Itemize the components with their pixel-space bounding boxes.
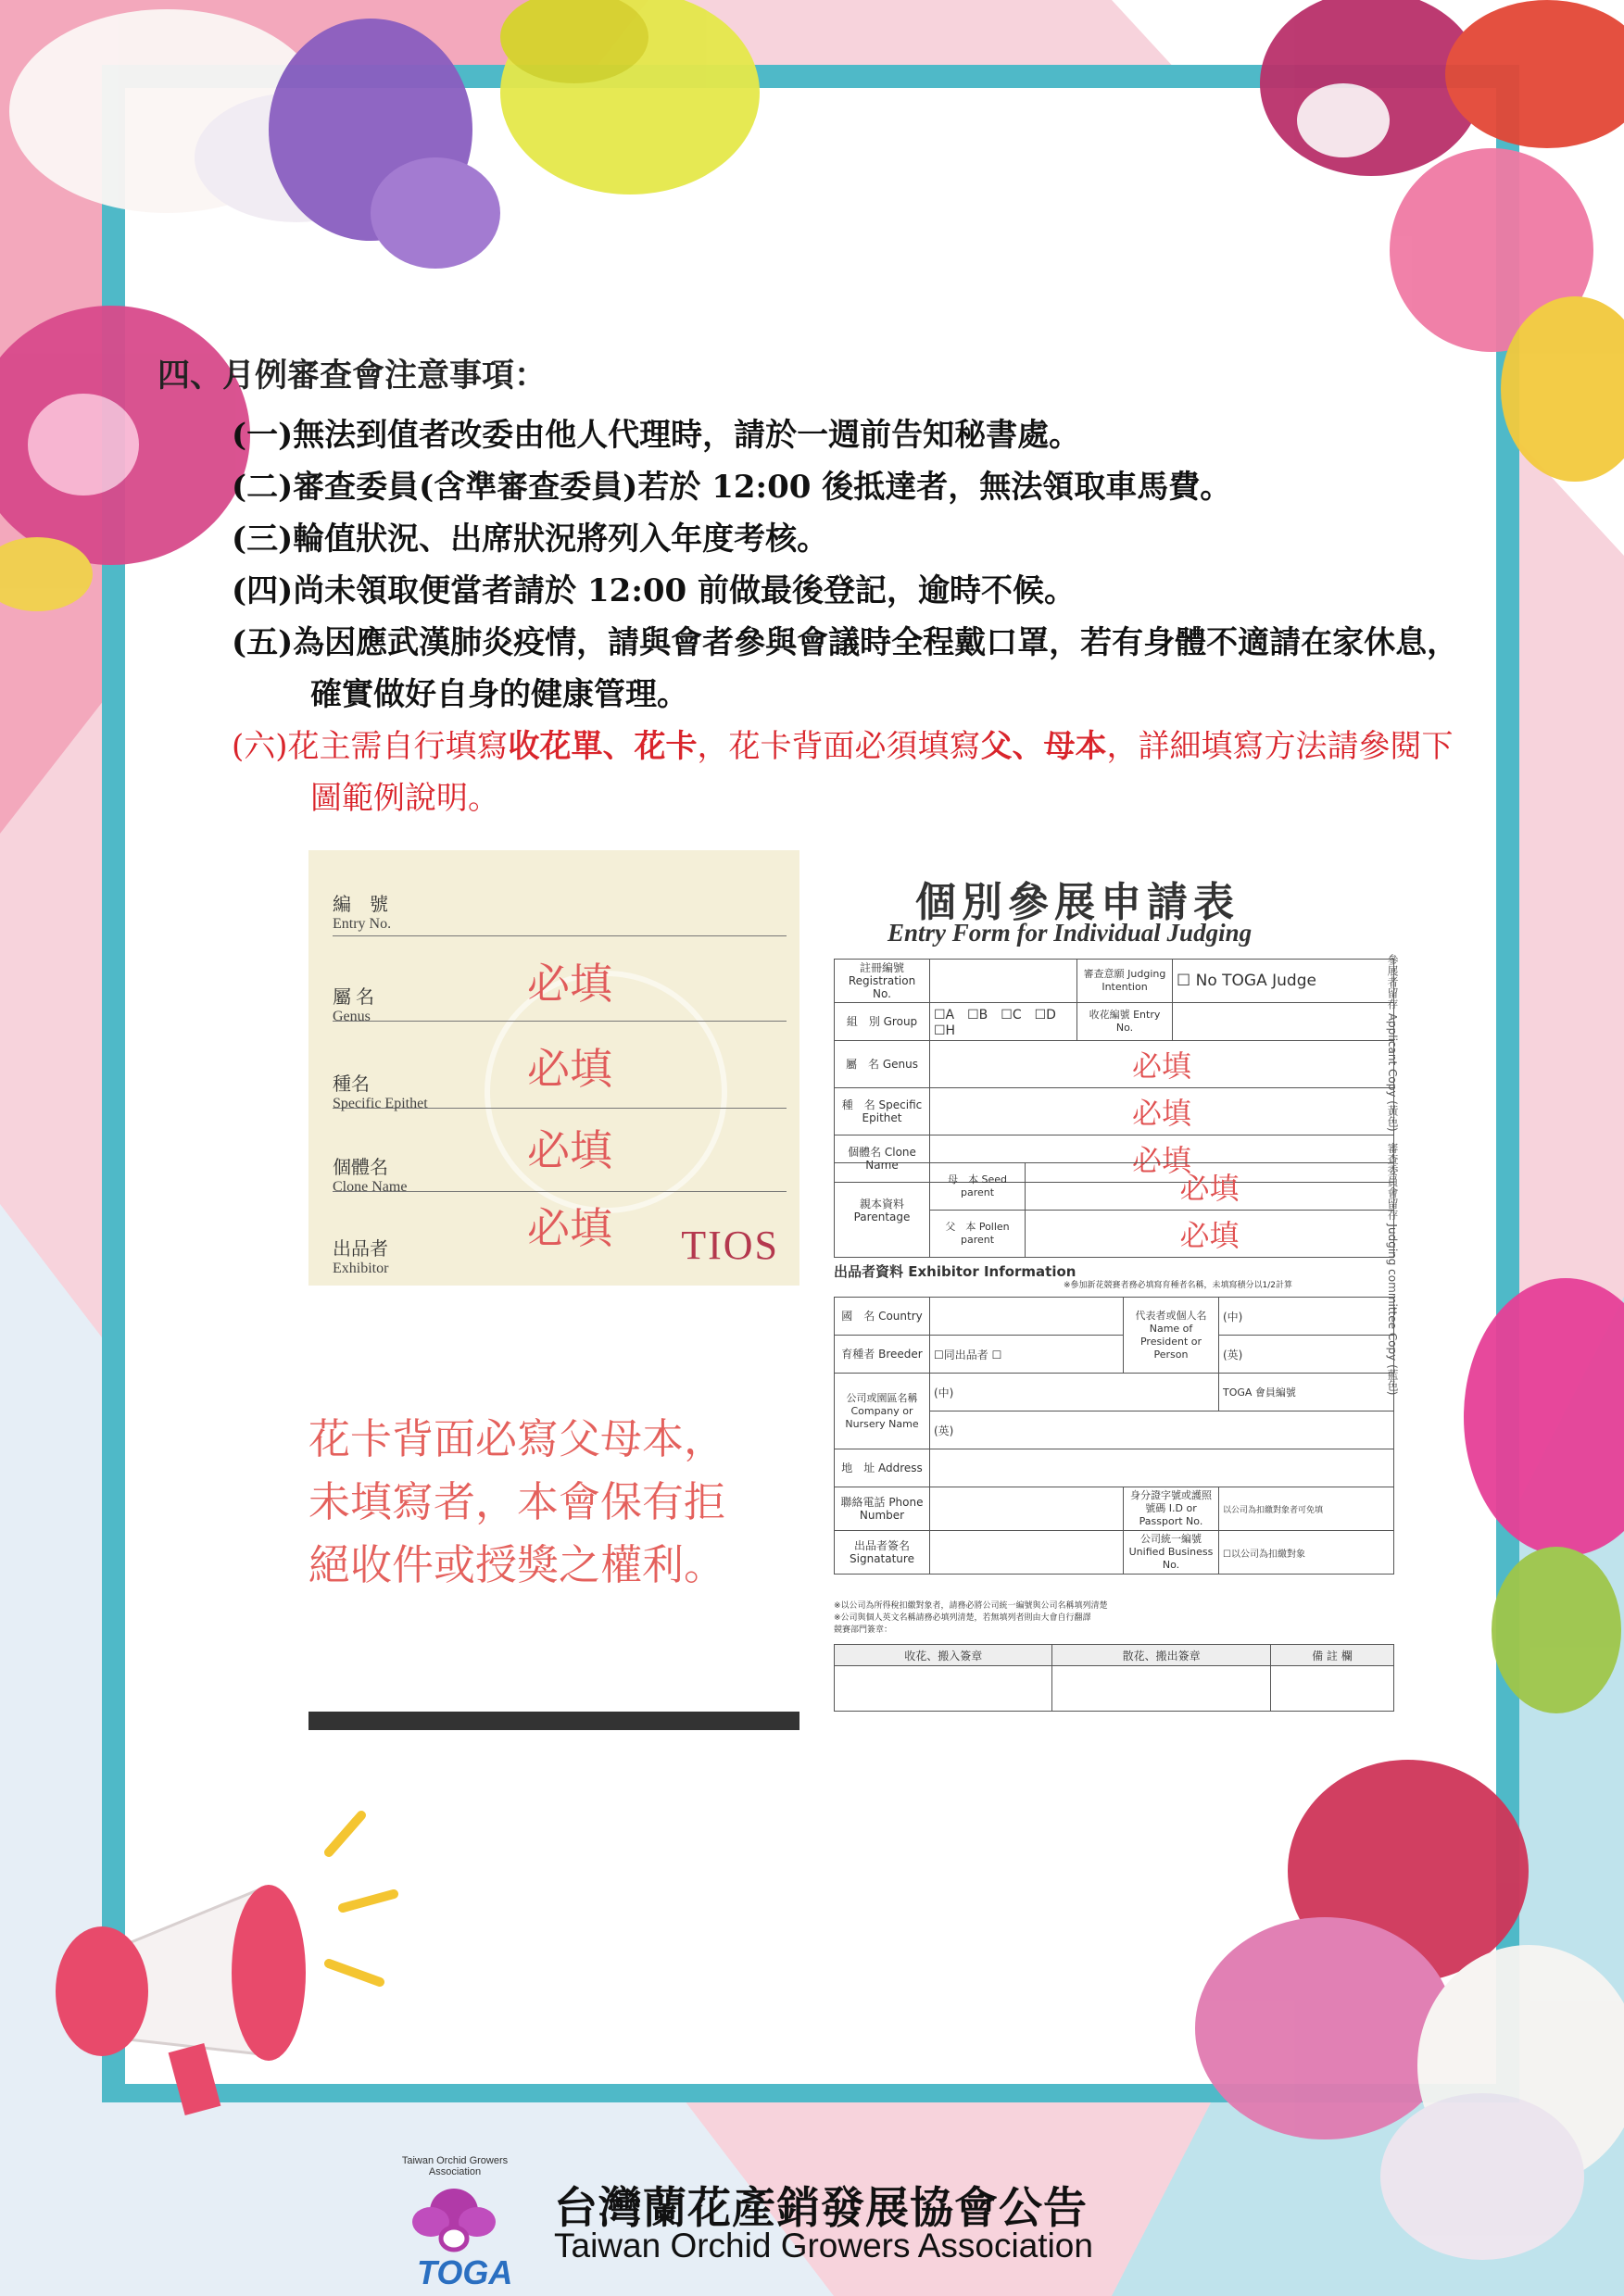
form-label: 公司統一編號 Unified Business No. <box>1124 1531 1219 1575</box>
form-label: 出品者簽名 Signatature <box>835 1531 930 1575</box>
card-row-clone <box>333 1125 787 1195</box>
item-number: (五) <box>232 624 294 661</box>
form-label: 父 本 Pollen parent <box>930 1211 1026 1258</box>
form-cell <box>1052 1666 1270 1712</box>
form-row <box>835 1645 1394 1666</box>
notice-section <box>157 350 1482 824</box>
required-mark: 必填 <box>527 1203 612 1253</box>
form-label: 育種者 Breeder <box>835 1336 930 1374</box>
item-number: (六) <box>232 728 288 765</box>
card-label-zh: 出品者 <box>333 1239 388 1260</box>
megaphone-icon <box>56 1815 394 2115</box>
org-name-en: Taiwan Orchid Growers Association <box>554 2227 1093 2265</box>
card-row-epithet <box>333 1044 787 1111</box>
footnote: 競賽部門簽章： <box>834 1625 893 1635</box>
tios-logo: TIOS <box>681 1223 779 1268</box>
required-mark: 必填 <box>1026 1211 1394 1258</box>
item-number: (二) <box>232 469 294 506</box>
footnote: ※以公司為所得稅扣繳對象者，請務必將公司統一編號與公司名稱填列清楚 <box>834 1601 1108 1611</box>
lang-mark: (英) <box>1219 1336 1394 1374</box>
notice-item-3 <box>157 513 1482 565</box>
form-label: 國 名 Country <box>835 1298 930 1336</box>
form-row <box>835 1487 1394 1531</box>
entry-form-sample <box>832 843 1399 1718</box>
form-row <box>835 1666 1394 1712</box>
form-table-plant <box>834 959 1394 1183</box>
form-row <box>835 1374 1394 1411</box>
card-label-zh: 編 號 <box>333 895 388 915</box>
form-cell <box>930 1531 1124 1575</box>
item-number: (四) <box>232 572 294 609</box>
card-label-zh: 種名 <box>333 1074 370 1095</box>
form-label: 身分證字號或護照號碼 I.D or Passport No. <box>1124 1487 1219 1531</box>
form-label: 屬 名 Genus <box>835 1041 930 1088</box>
scan-edge <box>308 1712 799 1730</box>
required-mark: 必填 <box>527 1044 612 1094</box>
form-label: 審查意願 Judging Intention <box>1077 960 1173 1003</box>
card-label-en: Exhibitor <box>333 1261 389 1276</box>
form-row <box>835 1531 1394 1575</box>
logo-text: TOGA <box>417 2253 513 2291</box>
required-mark: 必填 <box>527 959 612 1009</box>
form-label: 備 註 欄 <box>1270 1645 1393 1666</box>
form-cell <box>930 960 1077 1003</box>
form-cell <box>930 1298 1124 1336</box>
form-cell <box>930 1449 1394 1487</box>
form-side-text: 參展者留存 Applicant Copy (黃色) 審查委員會留存 Judging committee Copy (藍色) <box>1386 954 1399 1396</box>
exhibitor-heading: 出品者資料 Exhibitor Information <box>834 1263 1076 1280</box>
form-label: 註冊編號 Registration No. <box>835 960 930 1003</box>
required-mark: 必填 <box>930 1088 1394 1135</box>
card-label-en: Clone Name <box>333 1179 408 1195</box>
org-name-zh: 台灣蘭花產銷發展協會公告 <box>554 2183 1088 2234</box>
item-text: ，花卡背面必須填寫 <box>697 728 981 765</box>
section-heading: 四、月例審查會注意事項： <box>157 357 548 395</box>
form-table-parentage <box>834 1162 1394 1258</box>
form-row <box>835 1336 1394 1374</box>
item-text: 無法到值者改委由他人代理時，請於一週前告知秘書處。 <box>293 417 1081 454</box>
form-title: 個別參展申請表 <box>915 879 1240 926</box>
form-label: 母 本 Seed parent <box>930 1163 1026 1211</box>
item-text: ，詳細填寫方法請參閱下圖範例說明。 <box>310 728 1454 817</box>
warning-note <box>308 1408 725 1597</box>
form-row <box>835 960 1394 1003</box>
item-text: 花主需自行填寫 <box>287 728 509 765</box>
form-cell <box>1270 1666 1393 1712</box>
form-footnotes <box>834 1600 1108 1637</box>
required-mark: 必填 <box>930 1135 1394 1183</box>
required-mark: 必填 <box>930 1041 1394 1088</box>
card-row-entry <box>333 889 787 936</box>
footnote: ※公司與個人英文名稱請務必填列清楚，若無填列者則由大會自行翻譯 <box>834 1613 1091 1623</box>
form-cell <box>930 1487 1124 1531</box>
lang-mark: (中) <box>1219 1298 1394 1336</box>
form-cell <box>1173 1003 1394 1041</box>
card-label-en: Specific Epithet <box>333 1096 428 1111</box>
item-text: 審查委員(含準審查委員)若於 12:00 後抵達者，無法領取車馬費。 <box>293 469 1232 506</box>
form-row <box>835 1003 1394 1041</box>
form-note: ☐以公司為扣繳對象 <box>1219 1531 1394 1575</box>
lang-mark: (中) <box>930 1374 1219 1411</box>
form-row <box>835 1088 1394 1135</box>
notice-item-6 <box>157 721 1482 824</box>
form-subtitle: Entry Form for Individual Judging <box>888 919 1253 947</box>
form-label: 聯絡電話 Phone Number <box>835 1487 930 1531</box>
form-note: 以公司為扣繳對象者可免填 <box>1219 1487 1394 1531</box>
form-label: 收花編號 Entry No. <box>1077 1003 1173 1041</box>
form-label: 地 址 Address <box>835 1449 930 1487</box>
item-number: (三) <box>232 521 294 558</box>
flower-card-sample <box>308 850 799 1286</box>
item-text: 尚未領取便當者請於 12:00 前做最後登記，逾時不候。 <box>293 572 1076 609</box>
note-line: 絕收件或授獎之權利。 <box>308 1540 726 1589</box>
form-label: 散花、搬出簽章 <box>1052 1645 1270 1666</box>
notice-item-5 <box>157 617 1482 721</box>
form-label: 收花、搬入簽章 <box>835 1645 1052 1666</box>
form-cell <box>835 1666 1052 1712</box>
form-label: 個體名 Clone Name <box>835 1135 930 1183</box>
item-text: 為因應武漢肺炎疫情，請與會者參與會議時全程戴口罩，若有身體不適請在家休息，確實做好自身的健康管理。 <box>293 624 1459 713</box>
form-row <box>835 1449 1394 1487</box>
lang-mark: (英) <box>930 1411 1394 1449</box>
card-label-en: Entry No. <box>333 916 392 932</box>
notice-item-4 <box>157 565 1482 617</box>
item-text: 輪值狀況、出席狀況將列入年度考核。 <box>293 521 829 558</box>
card-label-en: Genus <box>333 1009 371 1024</box>
judge-checkbox: ☐ No TOGA Judge <box>1173 960 1394 1003</box>
form-table-exhibitor <box>834 1297 1394 1575</box>
breeder-checkbox: ☐同出品者 ☐ <box>930 1336 1124 1374</box>
required-mark: 必填 <box>527 1125 612 1175</box>
logo-ring-text: Taiwan Orchid Growers Association <box>401 2155 509 2177</box>
required-mark: 必填 <box>1026 1163 1394 1211</box>
notice-item-1 <box>157 409 1482 461</box>
form-label: TOGA 會員編號 <box>1219 1374 1394 1411</box>
form-row <box>835 1298 1394 1336</box>
form-label: 代表者或個人名 Name of President or Person <box>1124 1298 1219 1374</box>
form-label: 公司或園區名稱 Company or Nursery Name <box>835 1374 930 1449</box>
note-line: 未填寫者，本會保有拒 <box>308 1477 726 1526</box>
card-label-zh: 屬 名 <box>333 987 374 1008</box>
item-emphasis: 父、母本 <box>980 728 1107 765</box>
card-label-zh: 個體名 <box>333 1158 388 1178</box>
exhibitor-note: ※參加新花競賽者務必填寫育種者名稱，未填寫積分以1/2計算 <box>1064 1281 1293 1290</box>
form-label: 親本資料 Parentage <box>835 1163 930 1258</box>
form-row <box>835 1041 1394 1088</box>
group-checkboxes: ☐A ☐B ☐C ☐D ☐H <box>930 1003 1077 1041</box>
form-table-signatures <box>834 1644 1394 1712</box>
item-number: (一) <box>232 417 294 454</box>
item-emphasis: 收花單、花卡 <box>508 728 698 765</box>
card-row-genus <box>333 959 787 1024</box>
form-row <box>835 1163 1394 1211</box>
form-label: 組 別 Group <box>835 1003 930 1041</box>
notice-item-2 <box>157 461 1482 513</box>
form-label: 種 名 Specific Epithet <box>835 1088 930 1135</box>
note-line: 花卡背面必寫父母本， <box>308 1414 726 1463</box>
